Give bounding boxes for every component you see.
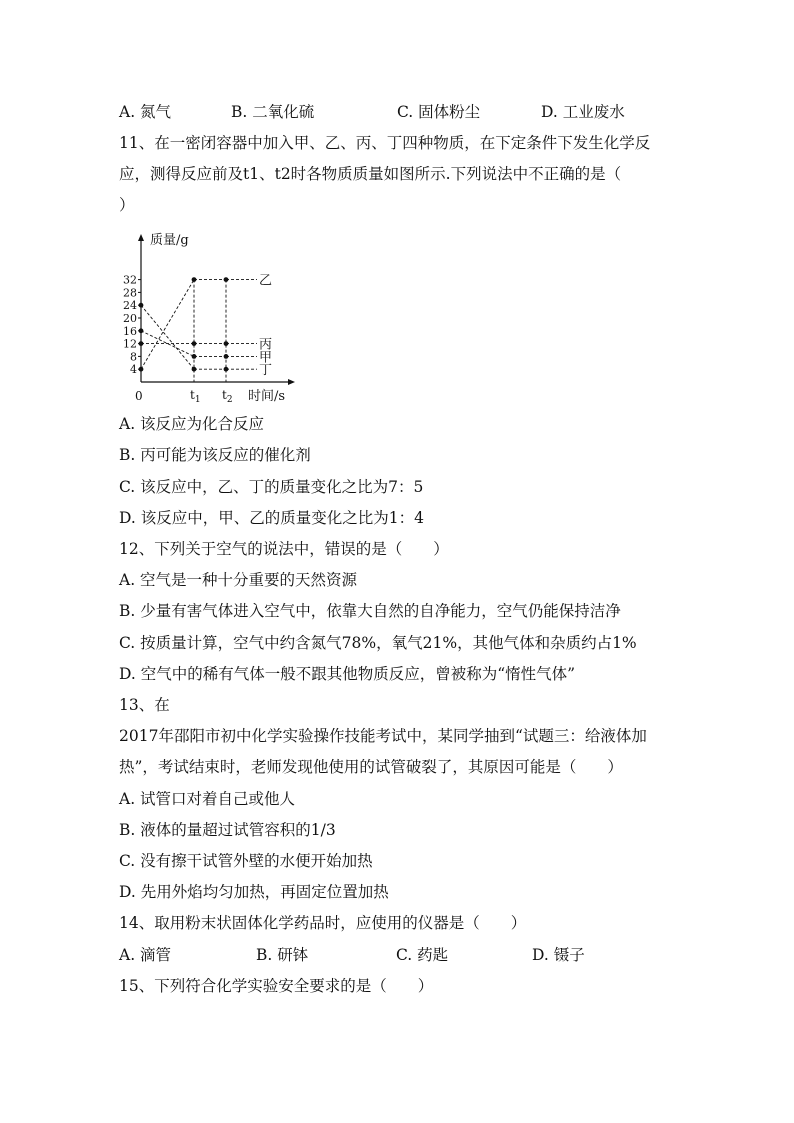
- data-point: [139, 328, 144, 333]
- data-point: [224, 341, 229, 346]
- q14-options: [119, 945, 639, 965]
- data-point: [192, 367, 197, 372]
- q10-option-d: D. 工业废水: [541, 103, 625, 121]
- y-axis-label: 质量/g: [150, 233, 189, 248]
- q12-option-c: C. 按质量计算，空气中约含氮气78%，氧气21%，其他气体和杂质约占1%: [119, 634, 637, 652]
- q15-stem: 15、下列符合化学实验安全要求的是（ ）: [119, 977, 434, 995]
- q10-option-a: A. 氮气: [119, 103, 172, 121]
- q11-option-a: A. 该反应为化合反应: [119, 415, 265, 433]
- q11-option-c: C. 该反应中，乙、丁的质量变化之比为7：5: [119, 478, 424, 496]
- q11-option-b: B. 丙可能为该反应的催化剂: [119, 446, 311, 464]
- mass-time-chart: [119, 226, 309, 406]
- y-tick-label: 24: [123, 299, 137, 313]
- y-tick-label: 32: [123, 273, 137, 287]
- data-point: [192, 354, 197, 359]
- q14-stem: 14、取用粉末状固体化学药品时，应使用的仪器是（ ）: [119, 914, 527, 932]
- y-tick-label: 8: [130, 350, 137, 364]
- origin-label: 0: [135, 389, 143, 403]
- y-tick-label: 20: [123, 312, 137, 325]
- data-point: [224, 354, 229, 359]
- y-axis-arrow: [138, 234, 144, 241]
- data-point: [139, 303, 144, 308]
- q13-option-d: D. 先用外焰均匀加热，再固定位置加热: [119, 883, 389, 901]
- q14-option-a: A. 滴管: [119, 946, 172, 964]
- data-point: [224, 367, 229, 372]
- q11-stem-line1: 11、在一密闭容器中加入甲、乙、丙、丁四种物质，在下定条件下发生化学反: [119, 134, 651, 152]
- y-tick-label: 28: [123, 286, 137, 300]
- x-axis-arrow: [288, 379, 295, 385]
- series-label: 丁: [259, 363, 273, 379]
- data-point: [139, 341, 144, 346]
- q12-option-b: B. 少量有害气体进入空气中，依靠大自然的自净能力，空气仍能保持洁净: [119, 602, 621, 620]
- q12-option-a: A. 空气是一种十分重要的天然资源: [119, 571, 358, 589]
- series-label: 丙: [259, 337, 273, 353]
- data-point: [224, 277, 229, 282]
- series-label: 甲: [259, 350, 273, 366]
- q12-option-d: D. 空气中的稀有气体一般不跟其他物质反应，曾被称为“惰性气体”: [119, 665, 576, 683]
- series-label: 乙: [259, 273, 273, 289]
- q14-option-d: D. 镊子: [532, 946, 585, 964]
- q12-stem: 12、下列关于空气的说法中，错误的是（ ）: [119, 540, 449, 558]
- x-tick-label: $t_2$: [222, 388, 233, 405]
- q13-option-c: C. 没有擦干试管外壁的水便开始加热: [119, 852, 373, 870]
- q14-option-b: B. 研钵: [256, 946, 309, 964]
- q10-options: [119, 102, 679, 122]
- y-tick-label: 4: [130, 363, 137, 377]
- q11-stem-line3: ）: [119, 196, 135, 214]
- q13-stem-line3: 热”，考试结束时，老师发现他使用的试管破裂了，其原因可能是（ ）: [119, 758, 623, 776]
- data-point: [192, 341, 197, 346]
- y-tick-label: 16: [123, 324, 137, 338]
- q10-option-b: B. 二氧化硫: [231, 103, 315, 121]
- q13-option-a: A. 试管口对着自己或他人: [119, 790, 296, 808]
- series-segment: [141, 280, 194, 370]
- x-tick-label: $t_1$: [190, 388, 201, 405]
- q10-option-c: C. 固体粉尘: [397, 103, 481, 121]
- x-axis-label: 时间/s: [248, 389, 286, 404]
- q13-option-b: B. 液体的量超过试管容积的1/3: [119, 821, 336, 839]
- q13-stem-line1: 13、在: [119, 696, 170, 714]
- series-segment: [141, 305, 194, 369]
- y-tick-label: 12: [123, 337, 137, 351]
- data-point: [192, 277, 197, 282]
- q11-stem-line2: 应，测得反应前及t1、t2时各物质质量如图所示.下列说法中不正确的是（: [119, 165, 622, 183]
- q14-option-c: C. 药匙: [396, 946, 449, 964]
- data-point: [139, 367, 144, 372]
- q13-stem-line2: 2017年邵阳市初中化学实验操作技能考试中，某同学抽到“试题三：给液体加: [119, 727, 647, 745]
- q11-option-d: D. 该反应中，甲、乙的质量变化之比为1：4: [119, 509, 424, 527]
